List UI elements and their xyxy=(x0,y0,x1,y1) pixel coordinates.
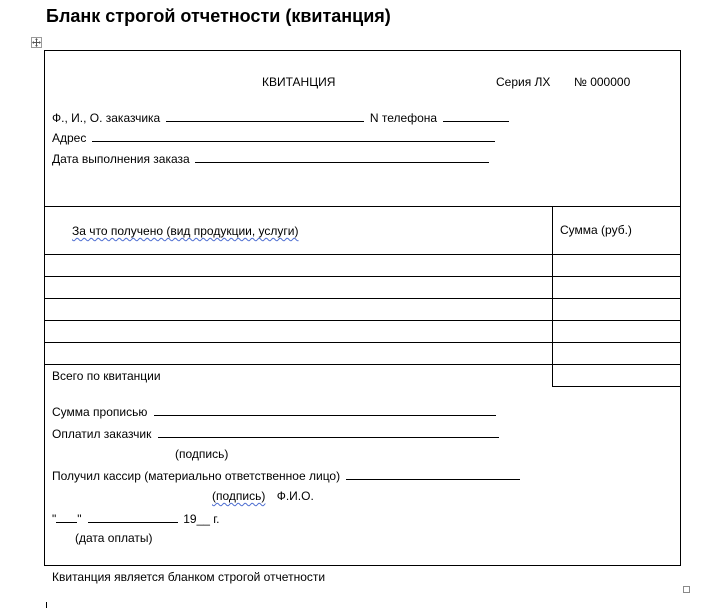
order-date-row xyxy=(52,151,489,166)
address-row xyxy=(52,130,495,145)
move-arrows-icon xyxy=(32,38,41,47)
cashier-signature-hint: (подпись) xyxy=(212,489,266,503)
table-header-top-line xyxy=(44,206,681,207)
paid-by-field[interactable] xyxy=(158,426,499,438)
table-row-product-cell[interactable] xyxy=(45,299,551,320)
table-move-handle[interactable] xyxy=(31,37,42,48)
payment-day-field[interactable] xyxy=(56,511,77,523)
table-resize-handle[interactable] xyxy=(683,586,690,593)
payment-month-field[interactable] xyxy=(88,511,178,523)
customer-name-field[interactable] xyxy=(166,110,364,122)
phone-field[interactable] xyxy=(443,110,509,122)
column-header-product-text: За что получено (вид продукции, услуги) xyxy=(72,224,299,238)
phone-label: N телефона xyxy=(369,111,438,125)
text-cursor xyxy=(46,602,47,608)
sum-in-words-label: Сумма прописью xyxy=(52,405,148,419)
customer-signature-hint: (подпись) xyxy=(175,447,229,461)
total-label: Всего по квитанции xyxy=(52,369,161,383)
table-row-sum-cell[interactable] xyxy=(553,255,679,276)
receipt-heading: КВИТАНЦИЯ xyxy=(262,75,336,89)
received-by-row xyxy=(52,468,520,483)
payment-date-hint: (дата оплаты) xyxy=(75,531,153,545)
table-row-sum-cell[interactable] xyxy=(553,299,679,320)
table-row-sum-cell[interactable] xyxy=(553,277,679,298)
date-quote-close: " xyxy=(77,512,82,526)
table-row-product-cell[interactable] xyxy=(45,321,551,342)
frame-bottom-border xyxy=(44,565,681,566)
table-row-product-cell[interactable] xyxy=(45,255,551,276)
received-by-field[interactable] xyxy=(346,468,520,480)
table-row-product-cell[interactable] xyxy=(45,343,551,364)
total-sum-cell[interactable] xyxy=(553,365,679,386)
full-name-hint: Ф.И.О. xyxy=(276,489,314,503)
sum-in-words-row xyxy=(52,404,496,419)
year-label: 19__ г. xyxy=(183,512,220,526)
table-row-sum-cell[interactable] xyxy=(553,343,679,364)
total-cell-bottom-line xyxy=(552,386,681,387)
customer-name-label: Ф., И., О. заказчика xyxy=(52,111,161,125)
paid-by-label: Оплатил заказчик xyxy=(52,427,152,441)
order-date-field[interactable] xyxy=(195,151,489,163)
payment-date-row xyxy=(52,511,220,526)
column-header-product xyxy=(72,224,298,238)
cashier-hints-row xyxy=(212,489,314,503)
address-label: Адрес xyxy=(52,131,87,145)
frame-top-border xyxy=(44,50,681,51)
paid-by-row xyxy=(52,426,499,441)
table-row-sum-cell[interactable] xyxy=(553,321,679,342)
strict-reporting-note: Квитанция является бланком строгой отчетности xyxy=(52,570,326,584)
customer-name-row xyxy=(52,110,509,125)
column-header-sum: Сумма (руб.) xyxy=(560,223,632,237)
table-row-product-cell[interactable] xyxy=(45,277,551,298)
frame-right-border xyxy=(680,50,681,566)
received-by-label: Получил кассир (материально ответственное лицо) xyxy=(52,469,341,483)
address-field[interactable] xyxy=(92,130,495,142)
order-date-label: Дата выполнения заказа xyxy=(52,152,190,166)
date-quote-open: " xyxy=(52,512,57,526)
receipt-number: № 000000 xyxy=(574,75,631,89)
sum-in-words-field[interactable] xyxy=(154,404,496,416)
page-title: Бланк строгой отчетности (квитанция) xyxy=(46,6,391,26)
series-label: Серия ЛХ xyxy=(496,75,551,89)
